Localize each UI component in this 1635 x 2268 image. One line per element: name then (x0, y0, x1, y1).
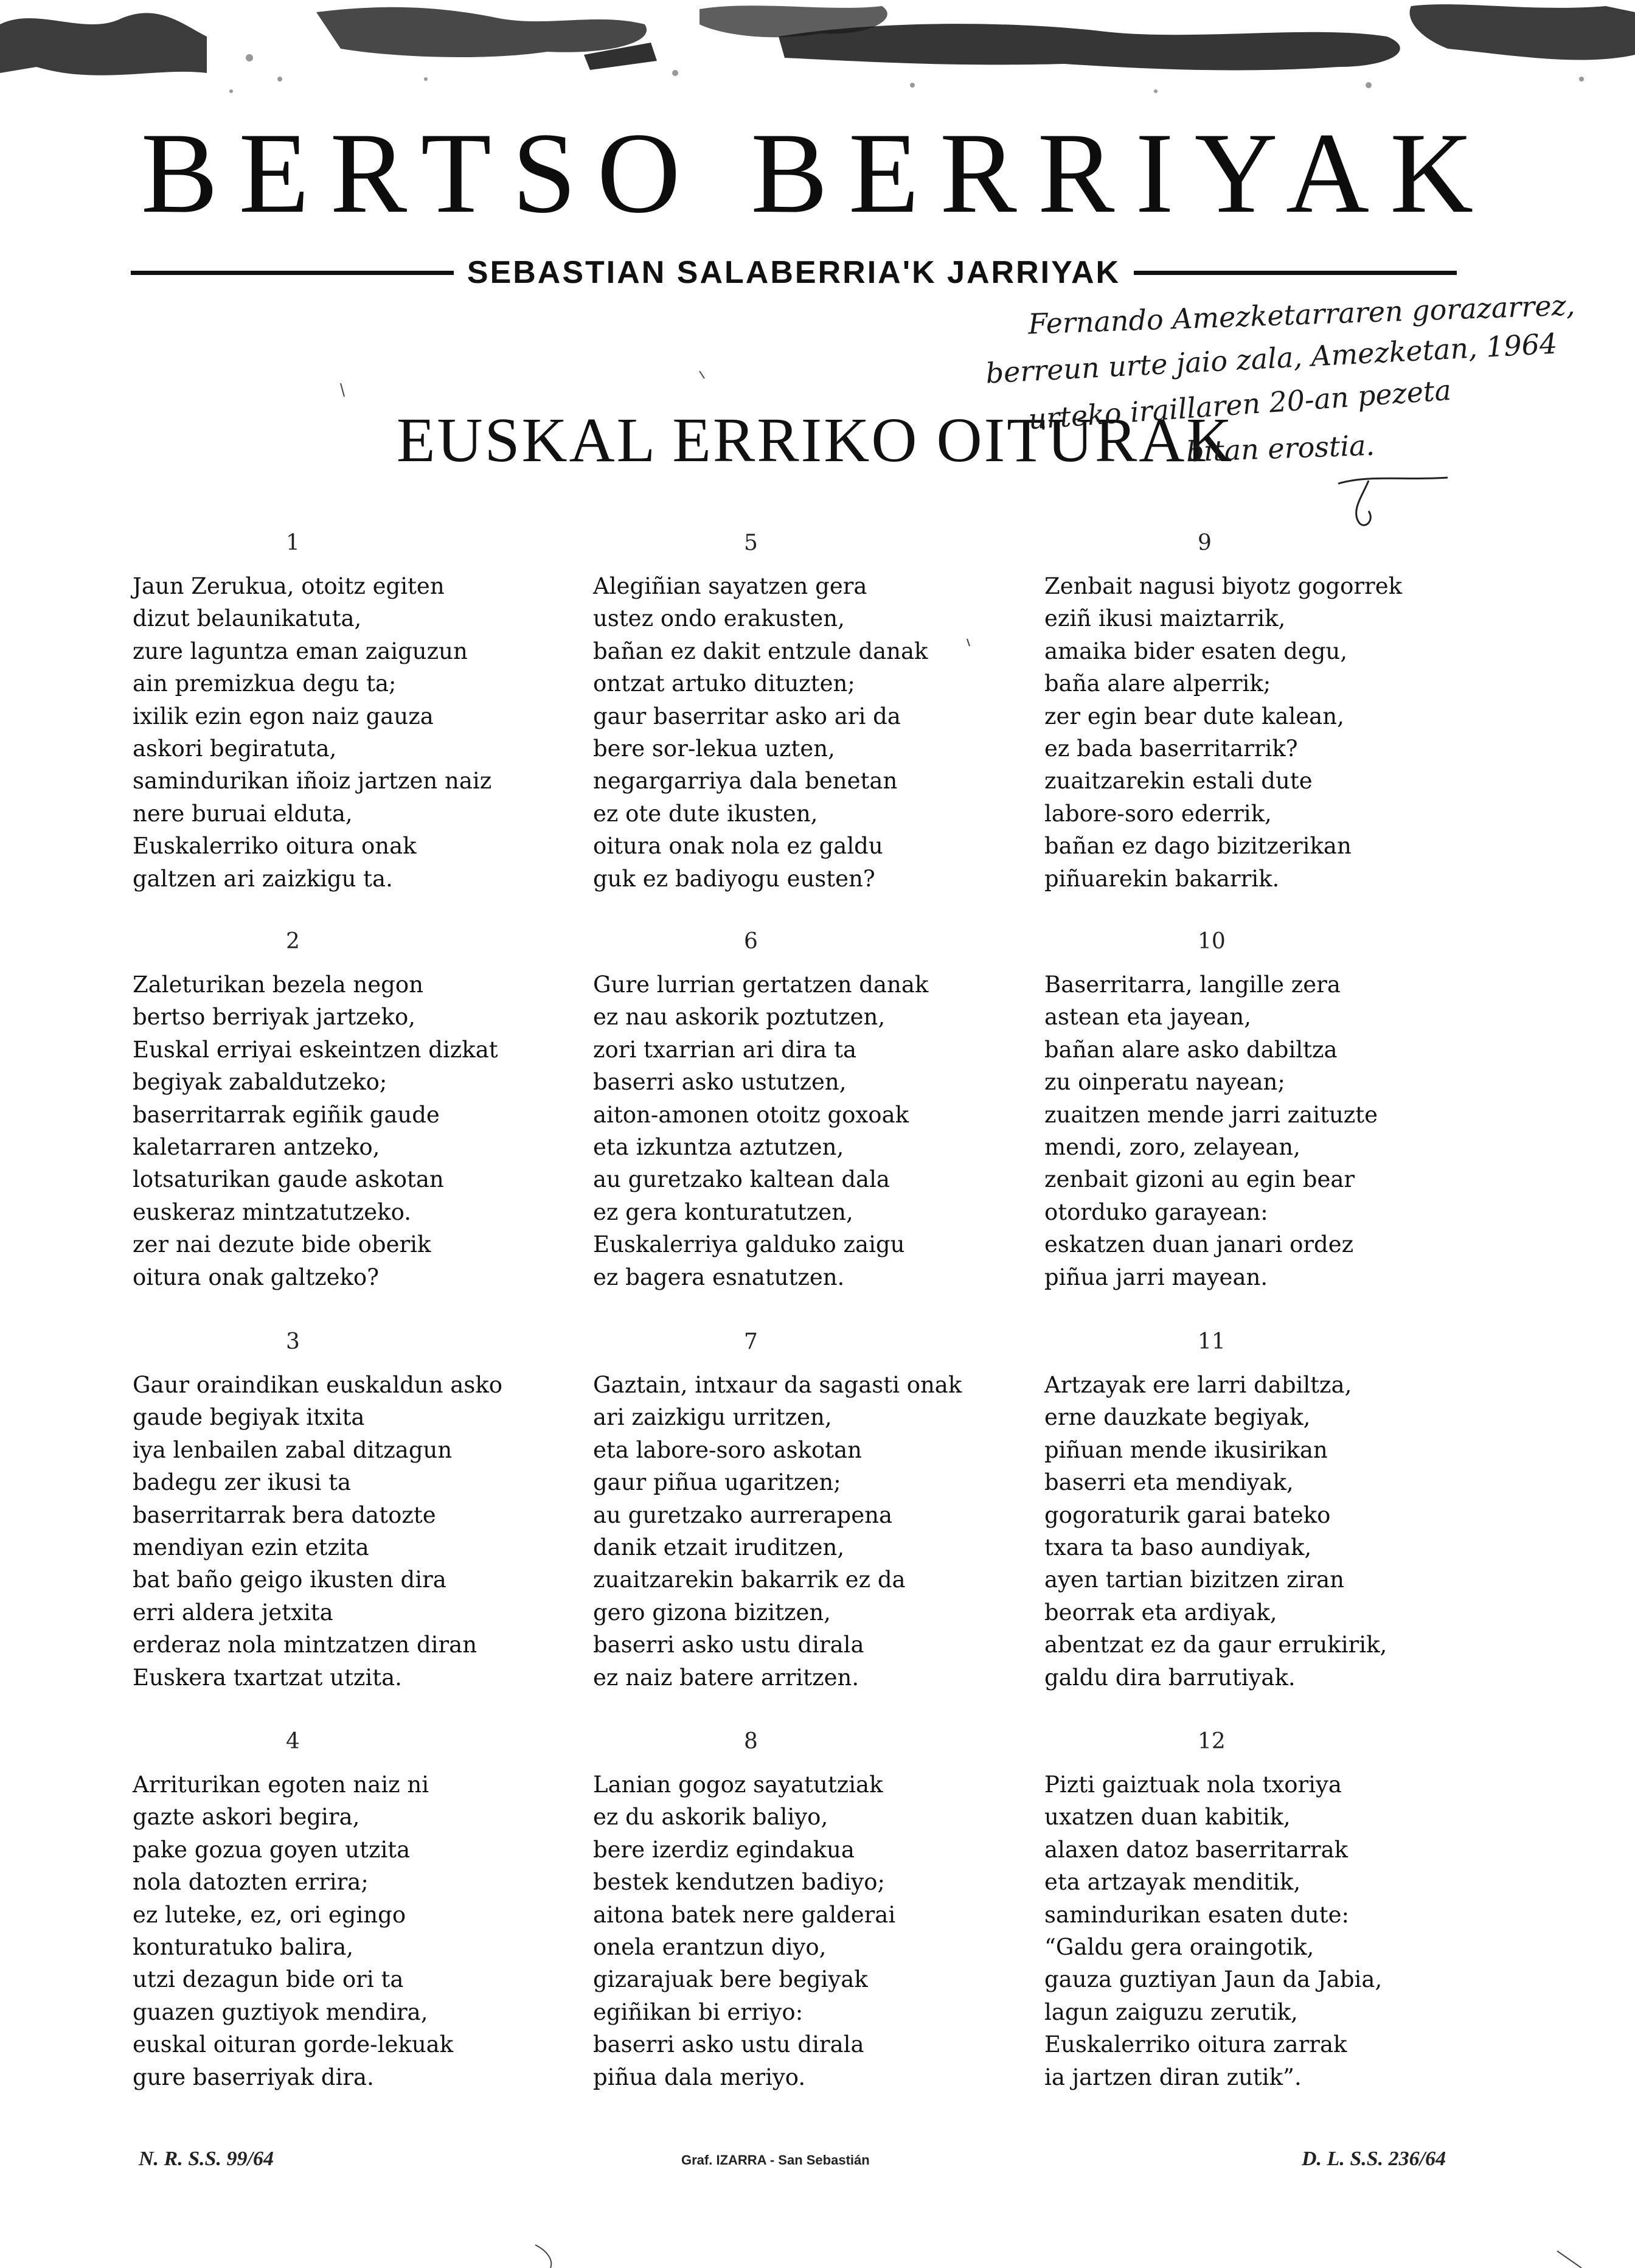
verse-line: dizut belaunikatuta, (133, 605, 362, 632)
verse-line: bestek kendutzen badiyo; (593, 1869, 885, 1896)
verse-line: gauza guztiyan Jaun da Jabia, (1044, 1966, 1383, 1993)
left-divider (131, 271, 454, 275)
verse-line: baserri asko ustu dirala (593, 2031, 864, 2058)
verse-line: bañan ez dago bizitzerikan (1044, 833, 1352, 860)
verse-line: zuaitzarekin estali dute (1044, 768, 1313, 795)
stanza-number: 7 (744, 1329, 758, 1354)
stanza-9 (1044, 530, 1458, 895)
stanza-4 (133, 1729, 546, 2093)
verse-line: euskeraz mintzatutzeko. (133, 1198, 411, 1225)
verse-line: erne dauzkate begiyak, (1044, 1404, 1311, 1431)
verse-line: ontzat artuko dituzten; (593, 670, 855, 697)
stanza-11 (1044, 1329, 1458, 1694)
verse-line: gaude begiyak itxita (133, 1404, 365, 1431)
verse-line: zenbait gizoni au egin bear (1044, 1166, 1355, 1193)
stanza-number: 6 (744, 929, 758, 954)
verse-line: eta izkuntza aztutzen, (593, 1134, 844, 1161)
legal-deposit: D. L. S.S. 236/64 (1302, 2148, 1446, 2170)
verse-line: Jaun Zerukua, otoitz egiten (133, 573, 445, 599)
verse-line: zer nai dezute bide oberik (133, 1231, 431, 1258)
ink-smudge-band (0, 0, 1635, 128)
verse-line: Gaur oraindikan euskaldun asko (133, 1372, 503, 1398)
verse-line: eta artzayak menditik, (1044, 1869, 1301, 1896)
verse-line: baserri asko ustutzen, (593, 1069, 847, 1096)
verse-line: gaur piñua ugaritzen; (593, 1469, 841, 1496)
verse-line: ia jartzen diran zutik”. (1044, 2064, 1302, 2090)
verse-line: zu oinperatu nayean; (1044, 1069, 1285, 1096)
verse-line: Alegiñian sayatzen gera (593, 573, 867, 599)
verse-line: Gaztain, intxaur da sagasti onak (593, 1372, 962, 1398)
stanza-number: 2 (286, 929, 300, 954)
verse-line: iya lenbailen zabal ditzagun (133, 1436, 453, 1463)
verse-line: astean eta jayean, (1044, 1004, 1252, 1031)
verse-line: amaika bider esaten degu, (1044, 638, 1347, 664)
verse-line: uxatzen duan kabitik, (1044, 1804, 1291, 1831)
verse-line: zori txarrian ari dira ta (593, 1036, 856, 1063)
verse-line: ez nau askorik poztutzen, (593, 1004, 886, 1031)
stanza-3 (133, 1329, 546, 1694)
verse-line: lotsaturikan gaude askotan (133, 1166, 444, 1193)
verse-line: askori begiratuta, (133, 736, 337, 762)
verse-line: zure laguntza eman zaiguzun (133, 638, 468, 664)
verse-line: au guretzako aurrerapena (593, 1501, 893, 1528)
stanza-number: 10 (1198, 929, 1226, 954)
verse-line: ez ote dute ikusten, (593, 800, 818, 827)
dedication-line: berreun urte jaio zala, Amezketan, 1964 (985, 327, 1558, 390)
verse-line: nola datozten errira; (133, 1869, 369, 1896)
verse-line: piñuan mende ikusirikan (1044, 1436, 1328, 1463)
verse-line: utzi dezagun bide ori ta (133, 1966, 404, 1993)
verse-line: otorduko garayean: (1044, 1198, 1268, 1225)
verse-line: ain premizkua degu ta; (133, 670, 397, 697)
verse-line: ez naiz batere arritzen. (593, 1664, 859, 1691)
verse-line: bat baño geigo ikusten dira (133, 1567, 446, 1593)
stanza-1 (133, 530, 546, 895)
author-line (131, 254, 1457, 291)
registration-number: N. R. S.S. 99/64 (139, 2148, 274, 2170)
verse-line: bere izerdiz egindakua (593, 1836, 855, 1863)
dedication-line: Fernando Amezketarraren gorazarrez, (1027, 288, 1576, 341)
page-title: BERTSO BERRIYAK (141, 110, 1494, 237)
stanza-6 (593, 929, 1007, 1293)
verse-line: eta labore-soro askotan (593, 1436, 863, 1463)
verse-line: baserritarrak bera datozte (133, 1501, 436, 1528)
verse-line: eziñ ikusi maiztarrik, (1044, 605, 1286, 632)
verse-line: Gure lurrian gertatzen danak (593, 972, 929, 998)
stanza-7 (593, 1329, 1007, 1694)
verse-line: euskal oituran gorde-lekuak (133, 2031, 454, 2058)
right-divider (1134, 271, 1457, 275)
verse-line: badegu zer ikusi ta (133, 1469, 352, 1496)
verse-line: beorrak eta ardiyak, (1044, 1599, 1277, 1626)
verse-line: labore-soro ederrik, (1044, 800, 1272, 827)
verse-line: eskatzen duan janari ordez (1044, 1231, 1354, 1258)
verse-line: bere sor-lekua uzten, (593, 736, 835, 762)
stanza-2 (133, 929, 546, 1293)
verse-line: ez bagera esnatutzen. (593, 1264, 845, 1290)
dedication-line: bitan erostia. (1185, 428, 1375, 468)
verse-line: Artzayak ere larri dabiltza, (1044, 1372, 1352, 1398)
verse-line: zuaitzarekin bakarrik ez da (593, 1567, 906, 1593)
verse-line: aitona batek nere galderai (593, 1901, 896, 1928)
verse-line: konturatuko balira, (133, 1934, 354, 1961)
stanza-number: 11 (1198, 1329, 1226, 1354)
verse-line: bertso berriyak jartzeko, (133, 1004, 416, 1031)
verse-line: lagun zaiguzu zerutik, (1044, 1998, 1298, 2025)
verse-line: Euskera txartzat utzita. (133, 1664, 402, 1691)
verse-line: ez du askorik baliyo, (593, 1804, 828, 1831)
verse-line: ustez ondo erakusten, (593, 605, 845, 632)
stanza-number: 5 (744, 530, 758, 555)
verse-line: kaletarraren antzeko, (133, 1134, 380, 1161)
verse-line: txara ta baso aundiyak, (1044, 1534, 1312, 1561)
verse-line: Baserritarra, langille zera (1044, 972, 1341, 998)
verse-line: onela erantzun diyo, (593, 1934, 827, 1961)
verse-line: egiñikan bi erriyo: (593, 1998, 804, 2025)
dedication-line: urteko iraillaren 20-an pezeta (1027, 373, 1453, 436)
poem-heading: EUSKAL ERRIKO OITURAK (397, 405, 1234, 475)
verse-line: nere buruai elduta, (133, 800, 353, 827)
verse-line: gure baserriyak dira. (133, 2064, 374, 2090)
verse-line: alaxen datoz baserritarrak (1044, 1836, 1349, 1863)
stanza-5 (593, 530, 1007, 895)
verse-line: samindurikan iñoiz jartzen naiz (133, 768, 492, 795)
verse-line: gizarajuak bere begiyak (593, 1966, 868, 1993)
verse-line: ayen tartian bizitzen ziran (1044, 1567, 1345, 1593)
author-subtitle: SEBASTIAN SALABERRIA'K JARRIYAK (467, 255, 1121, 290)
verse-line: guk ez badiyogu eusten? (593, 865, 875, 892)
verse-line: gaur baserritar asko ari da (593, 703, 901, 729)
verse-line: Euskal erriyai eskeintzen dizkat (133, 1036, 498, 1063)
verse-line: ixilik ezin egon naiz gauza (133, 703, 434, 729)
verse-line: au guretzako kaltean dala (593, 1166, 890, 1193)
verse-line: ez gera konturatutzen, (593, 1198, 853, 1225)
verse-line: Zaleturikan bezela negon (133, 972, 423, 998)
verse-line: begiyak zabaldutzeko; (133, 1069, 387, 1096)
verse-line: mendi, zoro, zelayean, (1044, 1134, 1300, 1161)
verse-line: baña alare alperrik; (1044, 670, 1271, 697)
stanza-number: 9 (1198, 530, 1212, 555)
verse-line: pake gozua goyen utzita (133, 1836, 411, 1863)
verse-line: ari zaizkigu urritzen, (593, 1404, 832, 1431)
verse-line: galdu dira barrutiyak. (1044, 1664, 1296, 1691)
verse-line: piñua dala meriyo. (593, 2064, 806, 2090)
stanza-10 (1044, 929, 1458, 1293)
verse-line: oitura onak galtzeko? (133, 1264, 380, 1290)
verse-line: Pizti gaiztuak nola txoriya (1044, 1772, 1342, 1798)
stanza-8 (593, 1729, 1007, 2093)
verse-line: mendiyan ezin etzita (133, 1534, 369, 1561)
stanza-12 (1044, 1729, 1458, 2093)
verse-line: negargarriya dala benetan (593, 768, 898, 795)
verse-line: baserri asko ustu dirala (593, 1632, 864, 1658)
stanza-number: 1 (286, 530, 300, 555)
verse-line: piñuarekin bakarrik. (1044, 865, 1280, 892)
stanza-number: 8 (744, 1729, 758, 1754)
verse-line: baserri eta mendiyak, (1044, 1469, 1294, 1496)
stanza-number: 12 (1198, 1729, 1226, 1754)
signature-mark (1332, 468, 1454, 535)
verse-line: Euskalerriko oitura onak (133, 833, 417, 860)
printer-credit: Graf. IZARRA - San Sebastián (681, 2152, 870, 2168)
verse-line: erri aldera jetxita (133, 1599, 333, 1626)
verse-line: gero gizona bizitzen, (593, 1599, 831, 1626)
verse-line: bañan ez dakit entzule danak (593, 638, 928, 664)
verse-line: abentzat ez da gaur errukirik, (1044, 1632, 1387, 1658)
stanza-number: 3 (286, 1329, 300, 1354)
verse-line: gazte askori begira, (133, 1804, 360, 1831)
verse-line: bañan alare asko dabiltza (1044, 1036, 1338, 1063)
verse-line: ez bada baserritarrik? (1044, 736, 1298, 762)
verse-line: oitura onak nola ez galdu (593, 833, 883, 860)
verse-line: baserritarrak egiñik gaude (133, 1101, 440, 1128)
verse-line: aiton-amonen otoitz goxoak (593, 1101, 909, 1128)
verse-line: galtzen ari zaizkigu ta. (133, 865, 393, 892)
verse-line: danik etzait iruditzen, (593, 1534, 845, 1561)
verse-line: samindurikan esaten dute: (1044, 1901, 1349, 1928)
verse-line: erderaz nola mintzatzen diran (133, 1632, 477, 1658)
verse-line: Euskalerriya galduko zaigu (593, 1231, 905, 1258)
verse-line: zuaitzen mende jarri zaituzte (1044, 1101, 1378, 1128)
verse-line: Zenbait nagusi biyotz gogorrek (1044, 573, 1403, 599)
verse-line: “Galdu gera oraingotik, (1044, 1934, 1314, 1961)
verse-line: Arriturikan egoten naiz ni (133, 1772, 429, 1798)
verse-line: Euskalerriko oitura zarrak (1044, 2031, 1347, 2058)
stanza-number: 4 (286, 1729, 300, 1754)
verse-line: ez luteke, ez, ori egingo (133, 1901, 406, 1928)
handwritten-dedication (985, 286, 1594, 529)
verse-line: piñua jarri mayean. (1044, 1264, 1268, 1290)
verse-line: guazen guztiyok mendira, (133, 1998, 428, 2025)
verse-line: gogoraturik garai bateko (1044, 1501, 1331, 1528)
verse-line: Lanian gogoz sayatutziak (593, 1772, 883, 1798)
verse-line: zer egin bear dute kalean, (1044, 703, 1344, 729)
